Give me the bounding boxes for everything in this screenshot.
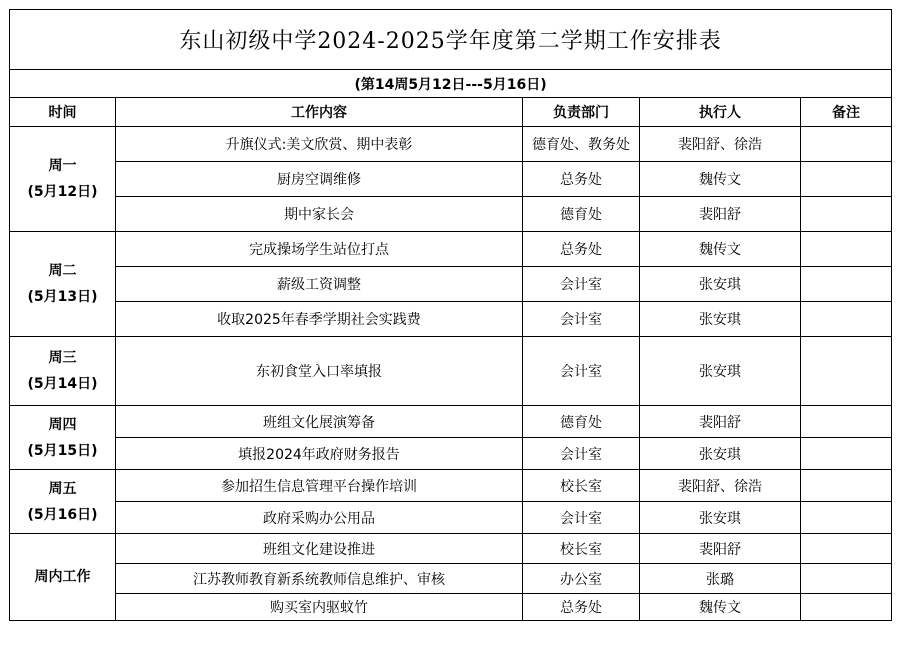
header-note: 备注 — [801, 98, 892, 127]
table-row — [10, 406, 892, 438]
week-range: (第14周5月12日---5月16日) — [10, 70, 892, 98]
task-note — [801, 267, 892, 302]
task-executor: 魏传文 — [640, 162, 801, 197]
task-executor: 魏传文 — [640, 594, 801, 621]
task-executor: 裴阳舒 — [640, 534, 801, 564]
task-dept: 校长室 — [523, 534, 640, 564]
task-dept: 会计室 — [523, 502, 640, 534]
task-content: 班组文化展演筹备 — [116, 406, 523, 438]
day-date: (5月12日) — [27, 184, 98, 200]
day-date: (5月13日) — [27, 289, 98, 305]
task-executor: 张安琪 — [640, 267, 801, 302]
day-name: 周四 — [48, 416, 77, 433]
task-executor: 张安琪 — [640, 438, 801, 470]
task-dept: 会计室 — [523, 438, 640, 470]
task-executor: 张安琪 — [640, 337, 801, 406]
task-content: 东初食堂入口率填报 — [116, 337, 523, 406]
day-name: 周二 — [48, 263, 77, 279]
task-note — [801, 406, 892, 438]
task-content: 班组文化建设推进 — [116, 534, 523, 564]
day-name: 周五 — [48, 480, 77, 497]
day-date: (5月16日) — [27, 506, 98, 523]
day-name: 周内工作 — [34, 569, 91, 585]
task-note — [801, 564, 892, 594]
task-note — [801, 438, 892, 470]
task-dept: 会计室 — [523, 267, 640, 302]
day-date: (5月15日) — [27, 442, 98, 459]
schedule-table — [9, 9, 892, 621]
task-content: 政府采购办公用品 — [116, 502, 523, 534]
table-row — [10, 534, 892, 564]
task-dept: 总务处 — [523, 594, 640, 621]
task-dept: 会计室 — [523, 302, 640, 337]
table-row — [10, 162, 892, 197]
task-executor: 裴阳舒 — [640, 197, 801, 232]
task-executor: 裴阳舒 — [640, 406, 801, 438]
task-content: 参加招生信息管理平台操作培训 — [116, 470, 523, 502]
header-executor: 执行人 — [640, 98, 801, 127]
task-content: 薪级工资调整 — [116, 267, 523, 302]
task-dept: 会计室 — [523, 337, 640, 406]
task-note — [801, 162, 892, 197]
day-cell-tuesday — [10, 232, 116, 337]
table-row — [10, 594, 892, 621]
table-row — [10, 337, 892, 406]
task-dept: 校长室 — [523, 470, 640, 502]
table-row — [10, 267, 892, 302]
task-content: 期中家长会 — [116, 197, 523, 232]
task-executor: 张安琪 — [640, 302, 801, 337]
task-dept: 德育处 — [523, 197, 640, 232]
day-name: 周一 — [48, 158, 77, 174]
table-row — [10, 564, 892, 594]
task-content: 江苏教师教育新系统教师信息维护、审核 — [116, 564, 523, 594]
task-note — [801, 127, 892, 162]
day-date: (5月14日) — [27, 376, 98, 392]
table-row — [10, 197, 892, 232]
day-cell-wednesday — [10, 337, 116, 406]
task-content: 填报2024年政府财务报告 — [116, 438, 523, 470]
task-executor: 裴阳舒、徐浩 — [640, 127, 801, 162]
day-cell-monday — [10, 127, 116, 232]
day-name: 周三 — [48, 350, 77, 366]
task-note — [801, 337, 892, 406]
task-executor: 裴阳舒、徐浩 — [640, 470, 801, 502]
task-note — [801, 470, 892, 502]
day-cell-friday — [10, 470, 116, 534]
table-row — [10, 127, 892, 162]
header-content: 工作内容 — [116, 98, 523, 127]
task-content: 厨房空调维修 — [116, 162, 523, 197]
task-note — [801, 197, 892, 232]
table-row — [10, 502, 892, 534]
task-dept: 总务处 — [523, 232, 640, 267]
task-note — [801, 594, 892, 621]
header-row — [10, 98, 892, 127]
day-cell-weekly — [10, 534, 116, 621]
table-row — [10, 232, 892, 267]
table-row — [10, 302, 892, 337]
header-dept: 负责部门 — [523, 98, 640, 127]
task-dept: 总务处 — [523, 162, 640, 197]
page-title: 东山初级中学2024-2025学年度第二学期工作安排表 — [10, 10, 892, 70]
task-content: 收取2025年春季学期社会实践费 — [116, 302, 523, 337]
task-note — [801, 302, 892, 337]
day-cell-thursday — [10, 406, 116, 470]
task-dept: 德育处、教务处 — [523, 127, 640, 162]
task-note — [801, 534, 892, 564]
task-content: 购买室内驱蚊竹 — [116, 594, 523, 621]
task-executor: 张璐 — [640, 564, 801, 594]
task-dept: 办公室 — [523, 564, 640, 594]
task-executor: 魏传文 — [640, 232, 801, 267]
task-note — [801, 232, 892, 267]
task-content: 完成操场学生站位打点 — [116, 232, 523, 267]
task-dept: 德育处 — [523, 406, 640, 438]
task-note — [801, 502, 892, 534]
task-executor: 张安琪 — [640, 502, 801, 534]
header-time: 时间 — [10, 98, 116, 127]
task-content: 升旗仪式:美文欣赏、期中表彰 — [116, 127, 523, 162]
table-row — [10, 470, 892, 502]
table-row — [10, 438, 892, 470]
